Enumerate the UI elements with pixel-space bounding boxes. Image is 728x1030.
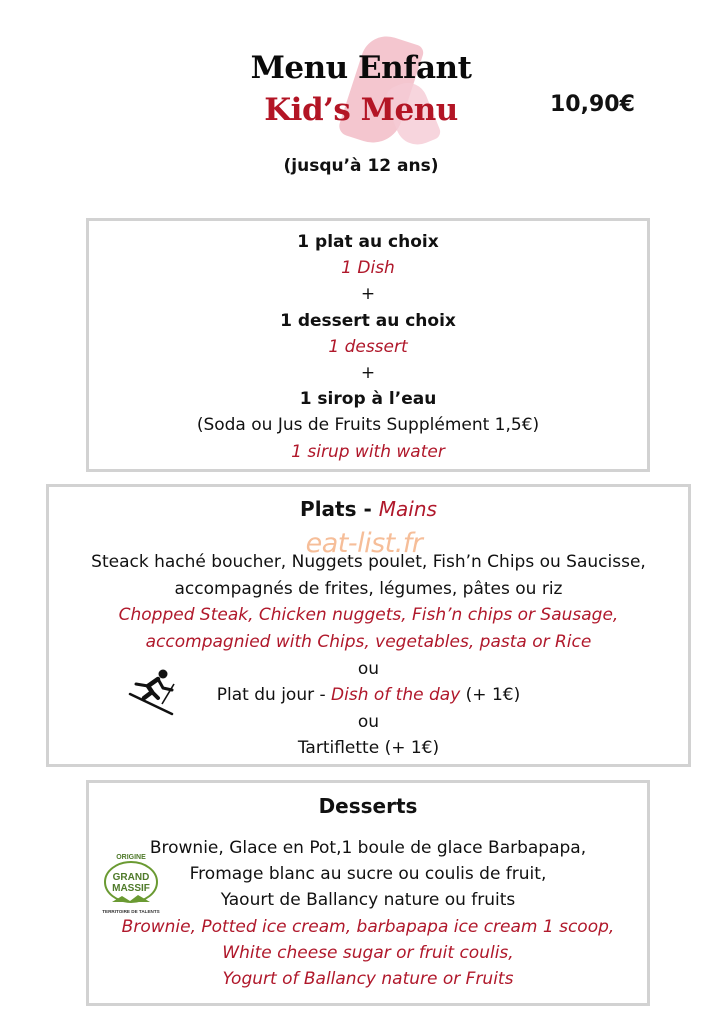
desserts-en-3: Yogurt of Ballancy nature or Fruits — [222, 969, 514, 989]
formula-dish-fr: 1 plat au choix — [297, 232, 439, 252]
desserts-box — [86, 780, 650, 1006]
formula-plus-2: + — [360, 363, 376, 383]
formula-dessert-en: 1 dessert — [328, 337, 408, 357]
desserts-en-1: Brownie, Potted ice cream, barbapapa ice cream 1 scoop, — [121, 917, 615, 937]
mains-or-1: ou — [357, 659, 380, 679]
logo-text-bottom: TERRITOIRE DE TALENTS — [102, 909, 160, 914]
title-french: Menu Enfant — [250, 50, 472, 86]
logo-text-mid1: GRAND — [112, 872, 150, 883]
mains-heading-fr: Plats - — [300, 497, 372, 521]
mains-heading-en: Mains — [378, 497, 437, 521]
mains-or-2: ou — [357, 712, 380, 732]
mains-heading — [49, 497, 688, 521]
desserts-fr-2: Fromage blanc au sucre ou coulis de fruit, — [189, 864, 547, 884]
menu-price: 10,90€ — [550, 92, 635, 117]
mains-desc-fr-1: Steack haché boucher, Nuggets poulet, Fish’n Chips ou Saucisse, — [91, 552, 646, 572]
formula-box — [86, 218, 650, 472]
formula-drink-en: 1 sirup with water — [291, 442, 445, 462]
desserts-fr-3: Yaourt de Ballancy nature ou fruits — [220, 890, 516, 910]
mains-desc-en-1: Chopped Steak, Chicken nuggets, Fish’n chips or Sausage, — [118, 605, 619, 625]
dish-of-day-price: (+ 1€) — [465, 685, 521, 705]
desserts-en-2: White cheese sugar or fruit coulis, — [222, 943, 514, 963]
formula-drink-note: (Soda ou Jus de Fruits Supplément 1,5€) — [196, 415, 540, 435]
formula-plus-1: + — [360, 284, 376, 304]
dish-of-day-fr: Plat du jour - — [216, 685, 326, 705]
formula-drink-fr: 1 sirop à l’eau — [299, 389, 437, 409]
desserts-fr-1: Brownie, Glace en Pot,1 boule de glace Barbapapa, — [149, 838, 587, 858]
mains-box — [46, 484, 691, 767]
title-english: Kid’s Menu — [264, 92, 458, 128]
skier-icon — [128, 664, 176, 716]
formula-dessert-fr: 1 dessert au choix — [280, 311, 456, 331]
grand-massif-logo — [102, 852, 160, 918]
age-limit: (jusqu’à 12 ans) — [283, 156, 439, 176]
logo-text-mid2: MASSIF — [112, 883, 150, 894]
watermark: eat-list.fr — [305, 528, 423, 559]
logo-text-top: ORIGINE — [116, 854, 146, 861]
formula-dish-en: 1 Dish — [341, 258, 395, 278]
desserts-heading: Desserts — [318, 794, 418, 818]
dish-of-day-en: Dish of the day — [331, 685, 461, 705]
tartiflette: Tartiflette (+ 1€) — [297, 738, 440, 758]
mains-desc-fr-2: accompagnés de frites, légumes, pâtes ou riz — [174, 579, 563, 599]
mains-desc-en-2: accompagnied with Chips, vegetables, pasta or Rice — [145, 632, 592, 652]
